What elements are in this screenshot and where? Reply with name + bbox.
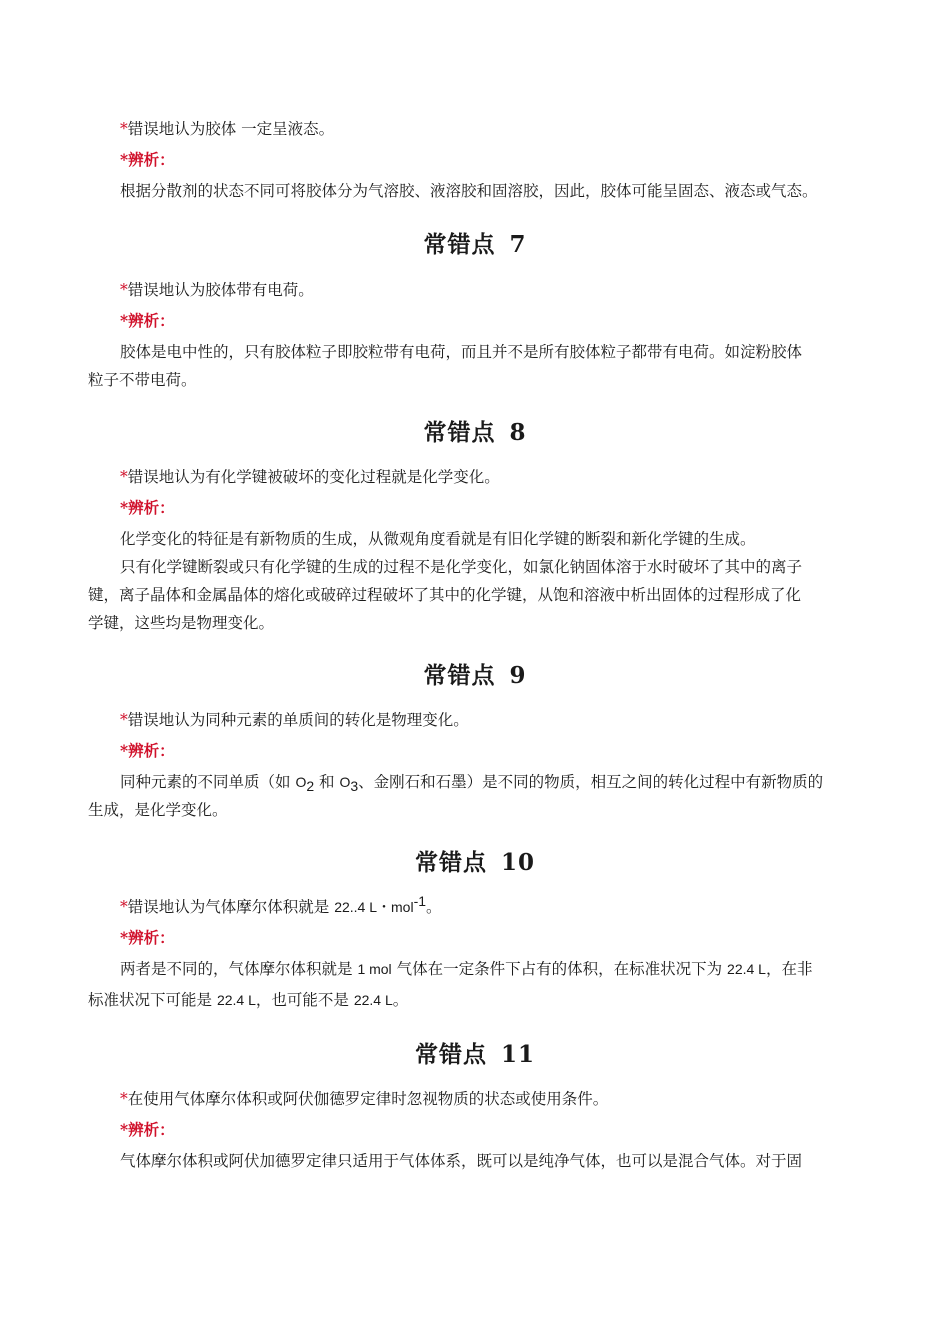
- section-heading-8: 常错点 8: [423, 419, 527, 446]
- analysis-label-11: *辨析：: [120, 1120, 175, 1139]
- analysis-label-6: *辨析：: [120, 150, 175, 169]
- analysis-line: 只有化学键断裂或只有化学键的生成的过程不是化学变化，如氯化钠固体溶于水时破坏了其中的离子: [120, 558, 803, 576]
- claim-11: *在使用气体摩尔体积或阿伏伽德罗定律时忽视物质的状态或使用条件。: [120, 1090, 609, 1108]
- analysis-line: 标准状况下可能是 22.4 L，也可能不是 22.4 L。: [88, 991, 409, 1009]
- analysis-label-7: *辨析：: [120, 311, 175, 330]
- claim-10: *错误地认为气体摩尔体积就是 22..4 L・mol$^{-1}$。: [120, 892, 442, 916]
- claim-7: *错误地认为胶体带有电荷。: [120, 281, 314, 299]
- claim-9: *错误地认为同种元素的单质间的转化是物理变化。: [120, 711, 469, 729]
- analysis-line: 化学变化的特征是有新物质的生成，从微观角度看就是有旧化学键的断裂和新化学键的生成。: [120, 530, 756, 548]
- analysis-label-8: *辨析：: [120, 498, 175, 517]
- analysis-line: 根据分散剂的状态不同可将胶体分为气溶胶、液溶胶和固溶胶，因此，胶体可能呈固态、液态或气态。: [120, 182, 818, 200]
- analysis-line: 学键，这些均是物理变化。: [88, 614, 275, 632]
- bullet-star-icon: *: [120, 120, 128, 138]
- section-heading-10: 常错点 10: [414, 849, 535, 876]
- section-heading-11: 常错点 11: [414, 1041, 535, 1068]
- analysis-line: 气体摩尔体积或阿伏加德罗定律只适用于气体体系，既可以是纯净气体，也可以是混合气体。对于固: [120, 1152, 803, 1170]
- analysis-line: 粒子不带电荷。: [88, 371, 197, 389]
- bullet-star-icon: *: [120, 468, 128, 486]
- bullet-star-icon: *: [120, 1090, 128, 1108]
- analysis-line: 键，离子晶体和金属晶体的熔化或破碎过程破坏了其中的化学键，从饱和溶液中析出固体的过程形成了化: [88, 586, 802, 604]
- claim-8: *错误地认为有化学键被破坏的变化过程就是化学变化。: [120, 468, 500, 486]
- bullet-star-icon: *: [120, 898, 128, 916]
- bullet-star-icon: *: [120, 711, 128, 729]
- section-heading-9: 常错点 9: [423, 662, 527, 689]
- analysis-label-10: *辨析：: [120, 928, 175, 947]
- analysis-label-9: *辨析：: [120, 741, 175, 760]
- section-heading-7: 常错点 7: [423, 231, 527, 258]
- analysis-line: 胶体是电中性的，只有胶体粒子即胶粒带有电荷，而且并不是所有胶体粒子都带有电荷。如淀粉胶体: [120, 343, 803, 361]
- analysis-line: 同种元素的不同单质（如 $O_2$ 和 $O_3$、金刚石和石墨）是不同的物质，相互之间的转化过程中有新物质的: [120, 773, 824, 795]
- bullet-star-icon: *: [120, 281, 128, 299]
- analysis-line: 生成，是化学变化。: [88, 801, 228, 819]
- claim-6: *错误地认为胶体 一定呈液态。: [120, 120, 335, 138]
- analysis-line: 两者是不同的，气体摩尔体积就是 1 mol 气体在一定条件下占有的体积，在标准状况下为 22.4 L，在非: [120, 960, 813, 978]
